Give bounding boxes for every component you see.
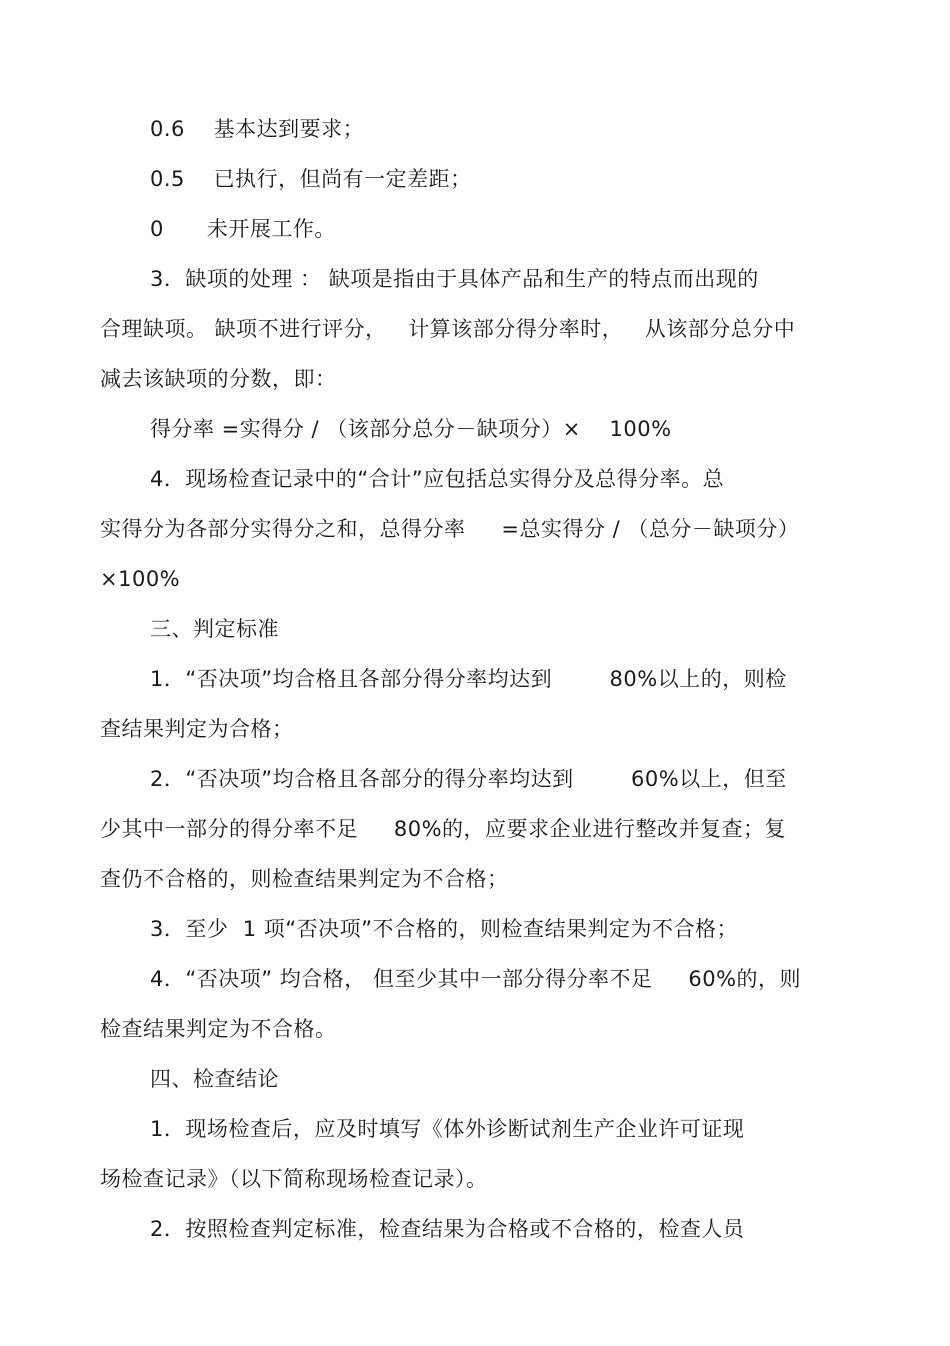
text-line-8: 4．现场检查记录中的“合计”应包括总实得分及总得分率。总 [150,467,725,491]
text-line-18: 4．“否决项” 均合格， 但至少其中一部分得分率不足 60%的，则 [150,967,802,991]
text-line-19: 检查结果判定为不合格。 [100,1017,337,1041]
text-line-10: ×100% [100,567,181,591]
text-line-13: 查结果判定为合格； [100,717,294,741]
text-line-15: 少其中一部分的得分率不足 80%的，应要求企业进行整改并复查；复 [100,817,787,841]
text-line-12: 1．“否决项”均合格且各部分得分率均达到 80%以上的，则检 [150,667,787,691]
text-line-3: 0 未开展工作。 [150,217,336,241]
text-line-23: 2．按照检查判定标准，检查结果为合格或不合格的，检查人员 [150,1217,745,1241]
formula-line: 得分率 =实得分 / （该部分总分－缺项分）× 100% [150,417,672,441]
text-line-21: 1．现场检查后，应及时填写《体外诊断试剂生产企业许可证现 [150,1117,745,1141]
section-heading-3: 三、判定标准 [150,617,279,641]
text-line-5: 合理缺项。 缺项不进行评分， 计算该部分得分率时， 从该部分总分中 [100,317,796,341]
text-line-2: 0.5 已执行，但尚有一定差距； [150,167,472,191]
text-line-4: 3．缺项的处理 ： 缺项是指由于具体产品和生产的特点而出现的 [150,267,759,291]
text-line-22: 场检查记录》（以下简称现场检查记录）。 [100,1167,488,1191]
text-line-9: 实得分为各部分实得分之和，总得分率 =总实得分 / （总分－缺项分） [100,517,800,541]
text-line-1: 0.6 基本达到要求； [150,117,365,141]
text-line-14: 2．“否决项”均合格且各部分的得分率均达到 60%以上，但至 [150,767,787,791]
text-line-16: 查仍不合格的，则检查结果判定为不合格； [100,867,509,891]
section-heading-4: 四、检查结论 [150,1067,279,1091]
text-line-17: 3．至少 1 项“否决项”不合格的，则检查结果判定为不合格； [150,917,739,941]
text-line-6: 减去该缺项的分数，即： [100,367,337,391]
